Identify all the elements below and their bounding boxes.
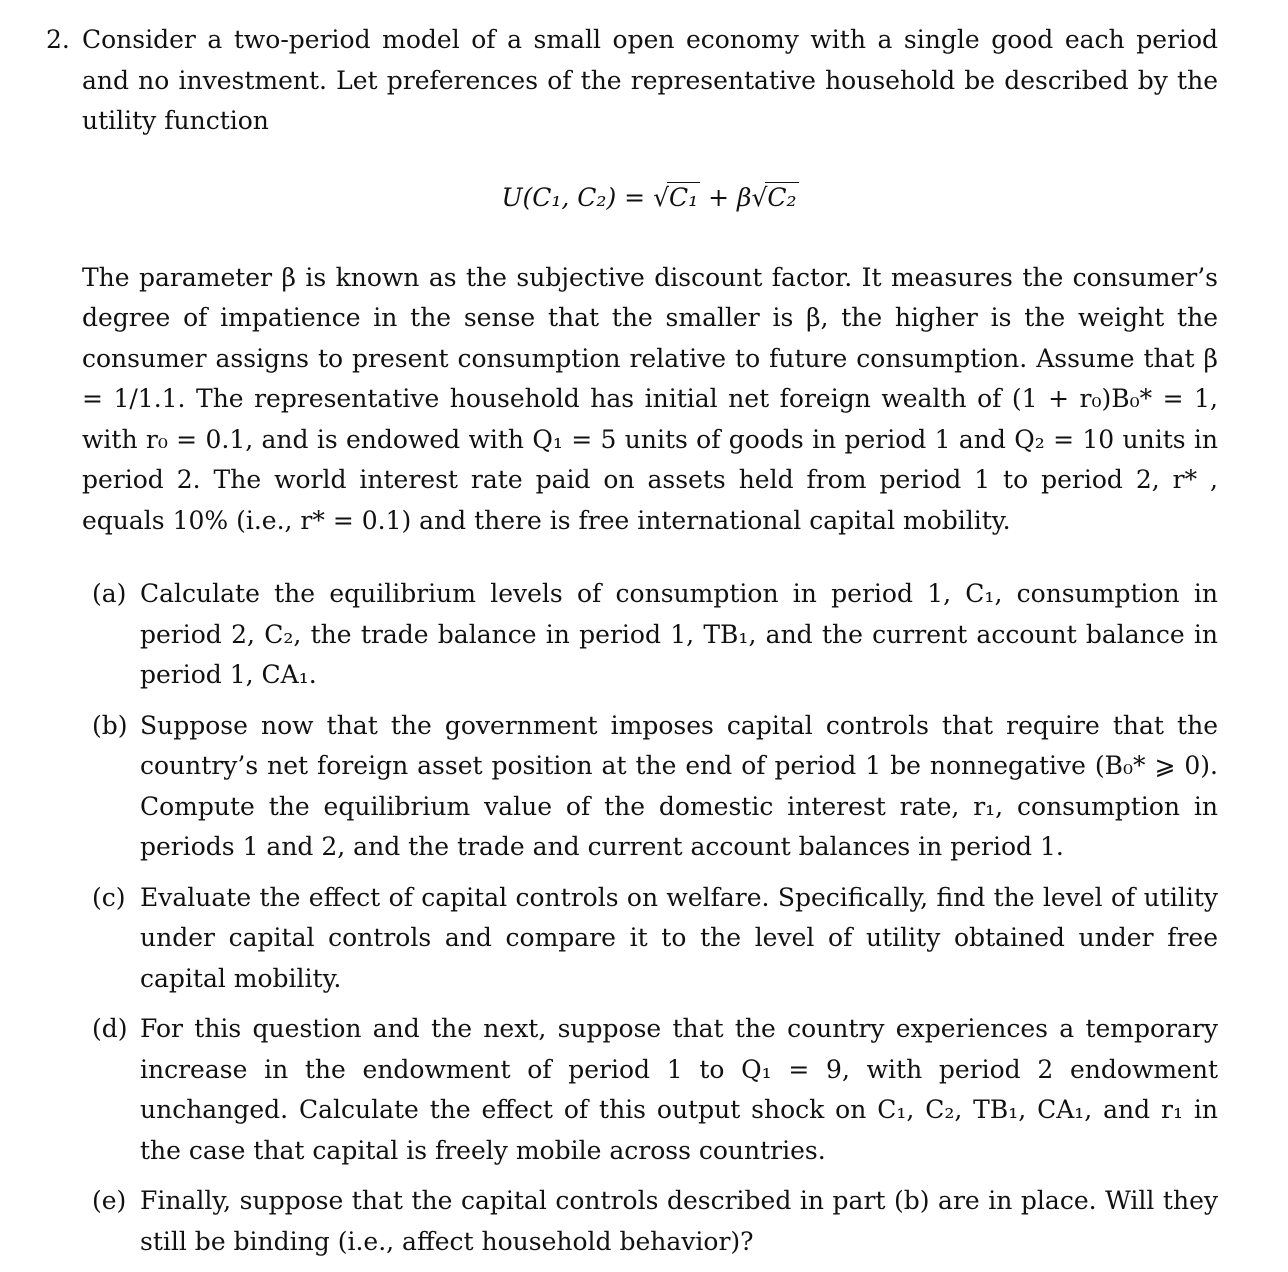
problem-paragraph: The parameter β is known as the subjective discount factor. It measures the consumer’s degree of impatience in the sense that the smaller is β, the higher is the weight the consumer assigns to present consumption relative to future consumption. Assume that β = 1/1.1. The representative household has initial net foreign wealth of (1 + r₀)B₀* = 1, with r₀ = 0.1, and is endowed with Q₁ = 5 units of goods in period 1 and Q₂ = 10 units in period 2. The world interest rate paid on assets held from period 1 to period 2, r* , equals 10% (i.e., r* = 0.1) and there is free international capital mobility. (82, 262, 1218, 535)
problem-body (82, 20, 1218, 1262)
subquestion-list (82, 574, 1218, 1262)
subquestion-a (82, 574, 1218, 696)
sqrt-symbol-2: √ (751, 182, 768, 212)
sqrt-symbol-1: √ (653, 182, 669, 212)
subquestion-label: (a) (92, 579, 127, 608)
subquestion-text: For this question and the next, suppose that the country experiences a temporary increase in the endowment of period 1 to Q₁ = 9, with period 2 endowment unchanged. Calculate the effect of this output shock on C₁, C₂, TB₁, CA₁, and r₁ in the case that capital is freely mobile across countries. (140, 1014, 1218, 1165)
subquestion-b (82, 706, 1218, 868)
subquestion-d (82, 1009, 1218, 1171)
subquestion-e (82, 1181, 1218, 1262)
subquestion-text: Evaluate the effect of capital controls on welfare. Specifically, find the level of utility under capital controls and compare it to the level of utility obtained under free capital mobility. (140, 882, 1218, 993)
problem-intro: Consider a two-period model of a small open economy with a single good each period and no investment. Let preferences of the representative household be described by the utility function (82, 25, 1218, 135)
subquestion-label: (c) (92, 882, 126, 912)
subquestion-label: (e) (92, 1186, 127, 1215)
subquestion-text: Finally, suppose that the capital controls described in part (b) are in place. Will they still be binding (i.e., affect household behavior)? (140, 1186, 1218, 1256)
problem-2 (46, 20, 1218, 1272)
problem-number: 2. (46, 25, 70, 54)
subquestion-text: Suppose now that the government imposes capital controls that require that the country’s net foreign asset position at the end of period 1 be nonnegative (B₀* ⩾ 0). Compute the equilibrium value of the domestic interest rate, r₁, consumption in periods 1 and 2, and the trade and current account balances in period 1. (140, 710, 1218, 861)
utility-equation (82, 178, 1218, 218)
subquestion-label: (d) (92, 1014, 128, 1043)
equation-lhs: U(C₁, C₂) = (501, 182, 654, 212)
subquestion-text: Calculate the equilibrium levels of consumption in period 1, C₁, consumption in period 2, C₂, the trade balance in period 1, TB₁, and the current account balance in period 1, CA₁. (140, 579, 1218, 689)
equation-plus-beta: + β (700, 182, 752, 212)
sqrt-term-2: C₂ (767, 182, 797, 212)
subquestion-label: (b) (92, 710, 128, 740)
sqrt-term-1: C₁ (669, 182, 699, 212)
subquestion-c (82, 878, 1218, 1000)
